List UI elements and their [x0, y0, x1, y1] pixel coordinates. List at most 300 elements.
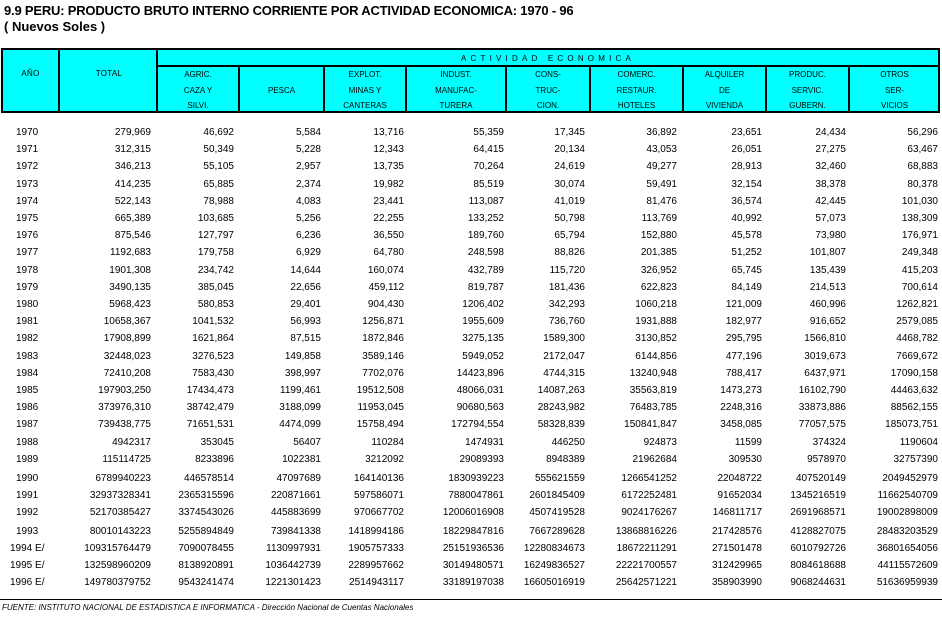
- value-cell: 819,787: [467, 281, 504, 293]
- value-cell: 1190604: [899, 436, 938, 448]
- value-cell: 1256,871: [362, 316, 404, 328]
- value-cell: 85,519: [473, 178, 504, 190]
- table-row: [0, 365, 942, 382]
- value-cell: 398,997: [284, 367, 321, 379]
- value-cell: 160,074: [367, 264, 404, 276]
- value-cell: 2365315596: [178, 489, 234, 501]
- value-cell: 326,952: [640, 264, 677, 276]
- value-cell: 7880047861: [448, 489, 504, 501]
- value-cell: 739438,775: [98, 419, 151, 431]
- value-cell: 2049452979: [882, 472, 938, 484]
- value-cell: 76483,785: [629, 402, 677, 414]
- value-cell: 904,430: [367, 299, 404, 310]
- value-cell: 1199,461: [280, 385, 321, 396]
- value-cell: 30,074: [554, 178, 585, 190]
- value-cell: 1589,300: [543, 333, 585, 345]
- value-cell: 11662540709: [877, 489, 938, 501]
- header-divider: [405, 65, 407, 111]
- year-cell: 1977: [16, 247, 39, 259]
- value-cell: 113,769: [641, 213, 677, 224]
- year-cell: 1992: [16, 506, 39, 518]
- header-divider: [323, 65, 325, 111]
- value-cell: 24,619: [554, 161, 585, 173]
- value-cell: 70,264: [473, 161, 504, 173]
- value-cell: 41,019: [554, 195, 585, 207]
- value-cell: 146811717: [712, 506, 762, 518]
- value-cell: 80,378: [907, 178, 938, 190]
- value-cell: 234,742: [197, 264, 234, 276]
- value-cell: 27,275: [815, 144, 846, 156]
- value-cell: 249,348: [901, 247, 938, 259]
- value-cell: 25642571221: [615, 577, 677, 589]
- value-cell: 8138920891: [178, 560, 234, 571]
- value-cell: 115,720: [549, 264, 585, 276]
- column-header-line: ALQUILER: [704, 70, 745, 79]
- value-cell: 279,969: [114, 127, 151, 138]
- page-subtitle: ( Nuevos Soles ): [4, 19, 106, 34]
- value-cell: 4,083: [295, 195, 321, 207]
- value-cell: 164140136: [353, 472, 404, 484]
- value-cell: 2,957: [295, 161, 321, 173]
- column-header-line: INDUST.: [440, 70, 472, 79]
- column-header-line: CION.: [536, 101, 560, 110]
- value-cell: 19512,508: [356, 385, 404, 396]
- value-cell: 17090,158: [890, 367, 938, 379]
- table-row: [0, 382, 942, 399]
- page-title: 9.9 PERU: PRODUCTO BRUTO INTERNO CORRIENTE POR ACTIVIDAD ECONOMICA: 1970 - 96: [4, 3, 574, 18]
- column-header-line: OTROS: [880, 70, 909, 79]
- year-cell: 1993: [16, 525, 39, 537]
- column-header-line: VIVIENDA: [705, 101, 744, 110]
- value-cell: 7583,430: [192, 367, 234, 379]
- value-cell: 81,476: [646, 195, 677, 207]
- value-cell: 84,149: [731, 281, 762, 293]
- value-cell: 1130997931: [266, 542, 321, 554]
- header-divider: [765, 65, 767, 111]
- value-cell: 477,196: [725, 350, 762, 362]
- value-cell: 20,134: [554, 144, 585, 156]
- value-cell: 4128827075: [790, 525, 846, 537]
- year-cell: 1987: [16, 419, 39, 431]
- year-cell: 1971: [16, 144, 39, 156]
- value-cell: 33873,886: [798, 402, 846, 414]
- value-cell: 56,993: [290, 316, 321, 328]
- value-cell: 77057,575: [798, 419, 846, 431]
- value-cell: 68,883: [907, 161, 938, 173]
- column-header: [157, 67, 239, 111]
- value-cell: 13240,948: [629, 367, 677, 379]
- value-cell: 11953,045: [357, 402, 404, 414]
- value-cell: 1901,308: [109, 264, 151, 276]
- value-cell: 9543241474: [178, 577, 234, 589]
- value-cell: 9024176267: [621, 506, 677, 518]
- value-cell: 101,030: [901, 195, 938, 207]
- value-cell: 5968,423: [109, 299, 151, 310]
- header-divider: [848, 65, 850, 111]
- value-cell: 56407: [293, 436, 321, 448]
- value-cell: 1566,810: [804, 333, 846, 345]
- value-cell: 56,296: [907, 127, 938, 138]
- column-header-line: SILVI.: [187, 101, 209, 110]
- value-cell: 15758,494: [356, 419, 404, 431]
- value-cell: 172794,554: [451, 419, 504, 431]
- value-cell: 1905757333: [348, 542, 404, 554]
- value-cell: 700,614: [901, 281, 938, 293]
- table-row: [0, 193, 942, 210]
- value-cell: 201,385: [640, 247, 677, 259]
- table-row: [0, 434, 942, 451]
- value-cell: 7090078455: [178, 542, 234, 554]
- value-cell: 4468,782: [896, 333, 938, 345]
- value-cell: 22221700557: [615, 560, 677, 571]
- table-row: [0, 557, 942, 574]
- column-header: [590, 67, 683, 111]
- value-cell: 3490,135: [109, 281, 151, 293]
- value-cell: 38742,479: [186, 402, 234, 414]
- table-row: [0, 227, 942, 244]
- column-header-line: EXPLOT.: [348, 70, 382, 79]
- value-cell: 23,651: [731, 127, 762, 138]
- year-cell: 1973: [16, 178, 39, 190]
- value-cell: 3019,673: [804, 350, 846, 362]
- column-header-line: PRODUC.: [789, 70, 826, 79]
- value-cell: 1221301423: [265, 577, 321, 589]
- value-cell: 38,378: [815, 178, 846, 190]
- value-cell: 16102,790: [798, 385, 846, 396]
- value-cell: 295,795: [725, 333, 762, 345]
- value-cell: 446578514: [183, 472, 234, 484]
- value-cell: 49,277: [646, 161, 677, 173]
- value-cell: 3212092: [365, 453, 404, 465]
- value-cell: 415,203: [901, 264, 938, 276]
- value-cell: 110284: [371, 436, 404, 448]
- value-cell: 78,988: [203, 195, 234, 207]
- column-header-line: MINAS Y: [348, 85, 382, 95]
- value-cell: 6,929: [295, 247, 321, 259]
- column-header-line: MANUFAC-: [435, 85, 477, 95]
- table-row: [0, 399, 942, 416]
- value-cell: 1192,683: [110, 247, 151, 259]
- year-cell: 1986: [16, 402, 39, 414]
- value-cell: 2289957662: [348, 560, 404, 571]
- value-cell: 374324: [812, 436, 846, 448]
- value-cell: 3188,099: [279, 402, 321, 414]
- value-cell: 1474931: [465, 436, 504, 448]
- value-cell: 65,794: [554, 230, 585, 242]
- value-cell: 2691968571: [790, 506, 846, 518]
- value-cell: 17434,473: [186, 385, 234, 396]
- value-cell: 181,436: [548, 281, 585, 293]
- value-cell: 2248,316: [720, 402, 762, 414]
- value-cell: 5,228: [295, 144, 321, 156]
- year-cell: 1991: [16, 489, 39, 501]
- value-cell: 121,009: [725, 299, 762, 310]
- column-header: [506, 67, 590, 111]
- value-cell: 36,574: [731, 195, 762, 207]
- value-cell: 2,374: [295, 178, 321, 190]
- value-cell: 91652034: [717, 489, 762, 501]
- year-cell: 1972: [16, 161, 39, 173]
- value-cell: 6437,971: [804, 367, 846, 379]
- value-cell: 5,256: [295, 213, 321, 224]
- value-cell: 64,780: [373, 247, 404, 259]
- value-cell: 1872,846: [362, 333, 404, 345]
- value-cell: 14,644: [290, 264, 321, 276]
- value-cell: 185073,751: [885, 419, 938, 431]
- source-note: FUENTE: INSTITUTO NACIONAL DE ESTADISTICA E INFORMATICA - Dirección Nacional de Cuentas Nacionales: [2, 603, 414, 612]
- column-header-line: HOTELES: [617, 101, 656, 110]
- value-cell: 12006016908: [442, 506, 504, 518]
- value-cell: 25151936536: [442, 542, 504, 554]
- value-cell: 358903990: [711, 577, 762, 589]
- year-cell: 1976: [16, 230, 39, 242]
- table-row: [0, 244, 942, 261]
- value-cell: 7669,672: [896, 350, 938, 362]
- table-row: [0, 279, 942, 296]
- value-cell: 32937328341: [89, 489, 151, 501]
- value-cell: 622,823: [640, 281, 677, 293]
- value-cell: 58328,839: [537, 419, 585, 431]
- value-cell: 127,797: [197, 230, 234, 242]
- value-cell: 22,255: [373, 213, 404, 224]
- header-divider: [682, 65, 684, 111]
- column-header-line: CONS-: [535, 70, 561, 79]
- value-cell: 35563,819: [629, 385, 677, 396]
- value-cell: 3130,852: [635, 333, 677, 345]
- header-divider: [505, 65, 507, 111]
- value-cell: 36,892: [646, 127, 677, 138]
- column-header-line: TRUC-: [535, 85, 561, 95]
- value-cell: 555621559: [534, 472, 585, 484]
- value-cell: 353045: [200, 436, 234, 448]
- value-cell: 57,073: [815, 213, 846, 224]
- value-cell: 8084618688: [790, 560, 846, 571]
- value-cell: 51,252: [731, 247, 762, 259]
- value-cell: 739841338: [270, 525, 321, 537]
- value-cell: 63,467: [907, 144, 938, 156]
- value-cell: 17,345: [554, 127, 585, 138]
- year-cell: 1994 E/: [10, 542, 45, 554]
- table-row: [0, 470, 942, 487]
- value-cell: 7667289628: [529, 525, 585, 537]
- value-cell: 55,105: [203, 161, 234, 173]
- value-cell: 115114725: [102, 453, 151, 465]
- value-cell: 32757390: [893, 453, 938, 465]
- value-cell: 113,087: [468, 195, 504, 207]
- value-cell: 59,491: [646, 178, 677, 190]
- footer-divider: [0, 599, 942, 600]
- column-header: [683, 67, 766, 111]
- year-cell: 1988: [16, 436, 39, 448]
- value-cell: 88562,155: [890, 402, 938, 414]
- total-header: TOTAL: [95, 69, 123, 78]
- value-cell: 51636959939: [876, 577, 938, 589]
- value-cell: 1266541252: [621, 472, 677, 484]
- value-cell: 9578970: [807, 453, 846, 465]
- year-cell: 1995 E/: [10, 560, 45, 571]
- value-cell: 5949,052: [462, 350, 504, 362]
- value-cell: 4744,315: [543, 367, 585, 379]
- column-header-line: CAZA Y: [183, 85, 213, 95]
- value-cell: 32,460: [815, 161, 846, 173]
- value-cell: 445883699: [270, 506, 321, 518]
- column-header-line: CANTERAS: [343, 101, 387, 110]
- table-row: [0, 523, 942, 540]
- value-cell: 1206,402: [462, 299, 504, 310]
- value-cell: 64,415: [473, 144, 504, 156]
- column-header-line: GUBERN.: [789, 101, 826, 110]
- value-cell: 13868816226: [615, 525, 677, 537]
- column-header: [766, 67, 849, 111]
- value-cell: 43,053: [646, 144, 677, 156]
- value-cell: 13,735: [373, 161, 404, 173]
- value-cell: 312,315: [114, 144, 151, 156]
- value-cell: 414,235: [114, 178, 151, 190]
- value-cell: 580,853: [197, 299, 234, 310]
- column-header-line: AGRIC.: [184, 70, 212, 79]
- year-cell: 1984: [16, 367, 39, 379]
- value-cell: 385,045: [197, 281, 234, 293]
- value-cell: 4474,099: [279, 419, 321, 431]
- table-row: [0, 416, 942, 433]
- value-cell: 2514943117: [349, 577, 404, 589]
- column-header: [239, 67, 324, 111]
- value-cell: 597586071: [353, 489, 404, 501]
- value-cell: 90680,563: [456, 402, 504, 414]
- table-row: [0, 574, 942, 591]
- value-cell: 149780379752: [84, 577, 151, 589]
- value-cell: 73,980: [815, 230, 846, 242]
- value-cell: 71651,531: [186, 419, 234, 431]
- value-cell: 19,982: [373, 178, 404, 190]
- value-cell: 150841,847: [624, 419, 677, 431]
- year-cell: 1989: [16, 453, 39, 465]
- value-cell: 72410,208: [103, 367, 151, 379]
- value-cell: 29089393: [459, 453, 504, 465]
- value-cell: 52170385427: [89, 506, 151, 518]
- year-cell: 1982: [16, 333, 39, 345]
- year-cell: 1985: [16, 385, 39, 396]
- table-row: [0, 158, 942, 175]
- value-cell: 1262,821: [896, 299, 938, 310]
- value-cell: 1060,218: [635, 299, 677, 310]
- table-row: [0, 487, 942, 504]
- column-header-line: RESTAUR.: [616, 85, 657, 95]
- value-cell: 8948389: [546, 453, 585, 465]
- value-cell: 109315764479: [84, 542, 151, 554]
- value-cell: 217428576: [711, 525, 762, 537]
- value-cell: 342,293: [548, 299, 585, 310]
- year-cell: 1980: [16, 299, 39, 310]
- value-cell: 149,858: [284, 350, 321, 362]
- table-row: [0, 348, 942, 365]
- value-cell: 55,359: [473, 127, 504, 138]
- value-cell: 1041,532: [192, 316, 234, 328]
- value-cell: 916,652: [809, 316, 846, 328]
- value-cell: 1931,888: [635, 316, 677, 328]
- value-cell: 28483203529: [876, 525, 938, 537]
- year-cell: 1974: [16, 195, 39, 207]
- value-cell: 522,143: [114, 195, 151, 207]
- value-cell: 214,513: [809, 281, 846, 293]
- value-cell: 14087,263: [537, 385, 585, 396]
- column-header-line: SERVIC.: [791, 85, 824, 95]
- value-cell: 44463,632: [890, 385, 938, 396]
- value-cell: 179,758: [197, 247, 234, 259]
- value-cell: 1621,864: [192, 333, 234, 345]
- value-cell: 48066,031: [456, 385, 504, 396]
- value-cell: 12,343: [373, 144, 404, 156]
- year-cell: 1990: [16, 472, 39, 484]
- value-cell: 32,154: [731, 178, 762, 190]
- value-cell: 138,309: [901, 213, 938, 224]
- value-cell: 65,745: [731, 264, 762, 276]
- value-cell: 1418994186: [348, 525, 404, 537]
- value-cell: 875,546: [114, 230, 151, 242]
- value-cell: 28243,982: [537, 402, 585, 414]
- value-cell: 346,213: [114, 161, 151, 173]
- value-cell: 8233896: [195, 453, 234, 465]
- value-cell: 2172,047: [543, 350, 585, 362]
- value-cell: 30149480571: [442, 560, 504, 571]
- value-cell: 21962684: [632, 453, 677, 465]
- year-cell: 1979: [16, 281, 39, 293]
- value-cell: 28,913: [731, 161, 762, 173]
- value-cell: 446250: [551, 436, 585, 448]
- year-cell: 1978: [16, 264, 39, 276]
- table-row: [0, 262, 942, 279]
- table-row: [0, 296, 942, 313]
- value-cell: 17908,899: [103, 333, 151, 345]
- value-cell: 271501478: [711, 542, 762, 554]
- table-header: [1, 48, 940, 113]
- value-cell: 9068244631: [790, 577, 846, 589]
- value-cell: 101,807: [809, 247, 846, 259]
- value-cell: 197903,250: [98, 385, 151, 396]
- value-cell: 18229847816: [442, 525, 504, 537]
- value-cell: 132598960209: [84, 560, 151, 571]
- value-cell: 312429965: [711, 560, 762, 571]
- header-divider: [589, 65, 591, 111]
- value-cell: 1473,273: [720, 385, 762, 396]
- column-header: [849, 67, 940, 111]
- column-header-line: VICIOS: [880, 101, 909, 110]
- value-cell: 189,760: [467, 230, 504, 242]
- value-cell: 4942317: [112, 436, 151, 448]
- value-cell: 182,977: [725, 316, 762, 328]
- value-cell: 135,439: [809, 264, 846, 276]
- header-divider: [58, 50, 60, 111]
- value-cell: 13,716: [373, 127, 404, 138]
- table-row: [0, 540, 942, 557]
- value-cell: 18672211291: [616, 542, 677, 554]
- value-cell: 42,445: [815, 195, 846, 207]
- value-cell: 16249836527: [523, 560, 585, 571]
- value-cell: 6789940223: [95, 472, 151, 484]
- value-cell: 665,389: [114, 213, 151, 224]
- column-header-line: PESCA: [267, 85, 296, 95]
- column-header-line: COMERC.: [617, 70, 656, 79]
- value-cell: 736,760: [548, 316, 585, 328]
- table-row: [0, 504, 942, 521]
- value-cell: 3589,146: [362, 350, 404, 362]
- table-row: [0, 210, 942, 227]
- value-cell: 788,417: [725, 367, 762, 379]
- value-cell: 3275,135: [462, 333, 504, 345]
- value-cell: 32448,023: [103, 350, 151, 362]
- value-cell: 36,550: [373, 230, 404, 242]
- value-cell: 50,798: [554, 213, 585, 224]
